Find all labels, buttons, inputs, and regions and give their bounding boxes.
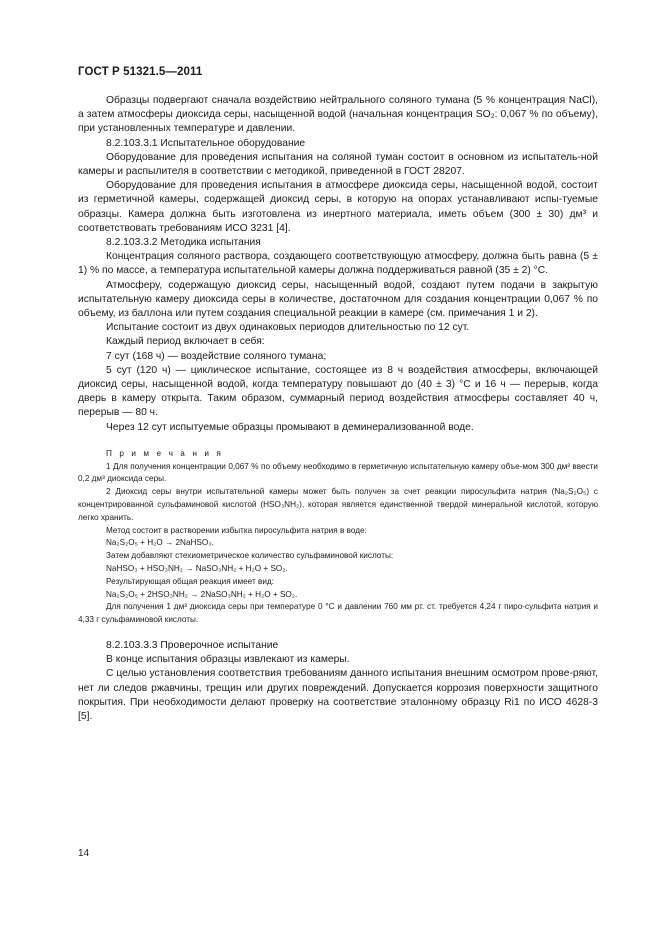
section-heading: 8.2.103.3.3 Проверочное испытание [106,640,279,652]
paragraph: Концентрация соляного раствора, создающего соответствующую атмосферу, должна быть равна (5 ± 1) % по массе, а температура испытательной камеры должна поддерживаться равной (35 ± 2) °С. [78,251,598,277]
document-body [78,94,598,724]
note-formula: Na₂S₂O₅ + 2HSO₃NH₂ → 2NaSO₃NH₂ + H₂O + SO₂. [106,589,298,599]
paragraph: 7 сут (168 ч) — воздействие соляного тумана; [106,350,327,362]
paragraph: 5 сут (120 ч) — циклическое испытание, состоящее из 8 ч воздействия атмосферы, включающей диоксид серы, насыщенной водой, когда температуру повышают до (40 ± 3) °С и 16 ч — перерыв, когда дверь в камеру открыта. Таким образом, суммарный период воздействия атмосферы составляет 40 ч, перерыв — 80 ч. [78,364,598,419]
notes-title: П р и м е ч а н и я [106,448,224,458]
paragraph: Каждый период включает в себя: [106,336,265,348]
section-verification [78,639,598,724]
note-item: 1 Для получения концентрации 0,067 % по объему необходимо в герметичную испытательную камеру объе-мом 300 дм³ ввести 0,2 дм³ диоксида серы. [78,461,598,484]
page-number: 14 [78,848,90,859]
notes-block [78,448,598,627]
paragraph: С целью установления соответствия требованиям данного испытания внешним осмотром прове-ряют, нет ли следов ржавчины, трещин или других повреждений. Допускается коррозия поверхности защитного покрытия. При необходимости делают проверку на соответствие эталонному образцу Ri1 по ИСО 4628-3 [5]. [78,668,598,723]
paragraph: Образцы подвергают сначала воздействию нейтрального соляного тумана (5 % концентрация NaCl), а затем атмосферы диоксида серы, насыщенной водой (начальная концентрация SO₂: 0,067 % по объему), при установленных температуре и давлении. [78,95,598,135]
paragraph: В конце испытания образцы извлекают из камеры. [106,654,350,666]
note-text: Результирующая общая реакция имеет вид: [106,576,274,586]
note-text: Метод состоит в растворении избытка пиросульфита натрия в воде: [106,525,367,535]
paragraph: Атмосферу, содержащую диоксид серы, насыщенный водой, создают путем подачи в закрытую испытательную камеру диоксида серы в количестве, достаточном для создания концентрации 0,067 % по объему, из баллона или путем создания специальной реакции в камере (см. примечания 1 и 2). [78,279,598,320]
note-text: Затем добавляют стехиометрическое количество сульфаминовой кислоты: [106,551,394,561]
document-header: ГОСТ Р 51321.5—2011 [78,66,203,78]
section-heading: 8.2.103.3.1 Испытательное оборудование [106,137,306,149]
note-item: 2 Диоксид серы внутри испытательной камеры может быть получен за счет реакции пиросульфита натрия (Na₂S₂O₅) с концентрированной сульфаминовой кислотой (HSO₃NH₂), которая является единственной твердой минеральной кислотой, которую легко хранить. [78,487,598,522]
paragraph: Оборудование для проведения испытания на соляной туман состоит в основном из испытатель-ной камеры и распылителя в соответствии с методикой, приведенной в ГОСТ 28207. [78,151,598,178]
paragraph: Через 12 сут испытуемые образцы промывают в деминерализованной воде. [106,421,474,433]
note-text: Для получения 1 дм³ диоксида серы при температуре 0 °С и давлении 760 мм рт. ст. требуется 4,24 г пиро-сульфита натрия и 4,33 г сульфаминовой кислоты. [78,602,598,625]
paragraph: Испытание состоит из двух одинаковых периодов длительностью по 12 сут. [106,322,470,334]
paragraph: Оборудование для проведения испытания в атмосфере диоксида серы, насыщенной водой, состоит из герметичной камеры, содержащей диоксид серы, в которую на опорах устанавливают испы-туемые образцы. Камера должна быть изготовлена из инертного материала, иметь объем (300 ± 30) дм³ и соответствовать требованиям ИСО 3231 [4]. [78,180,598,234]
section-heading: 8.2.103.3.2 Методика испытания [106,237,261,249]
note-formula: Na₂S₂O₅ + H₂O → 2NaHSO₃. [106,538,214,548]
note-formula: NaHSO₃ + HSO₃NH₂ → NaSO₃NH₂ + H₂O + SO₂. [106,564,288,574]
